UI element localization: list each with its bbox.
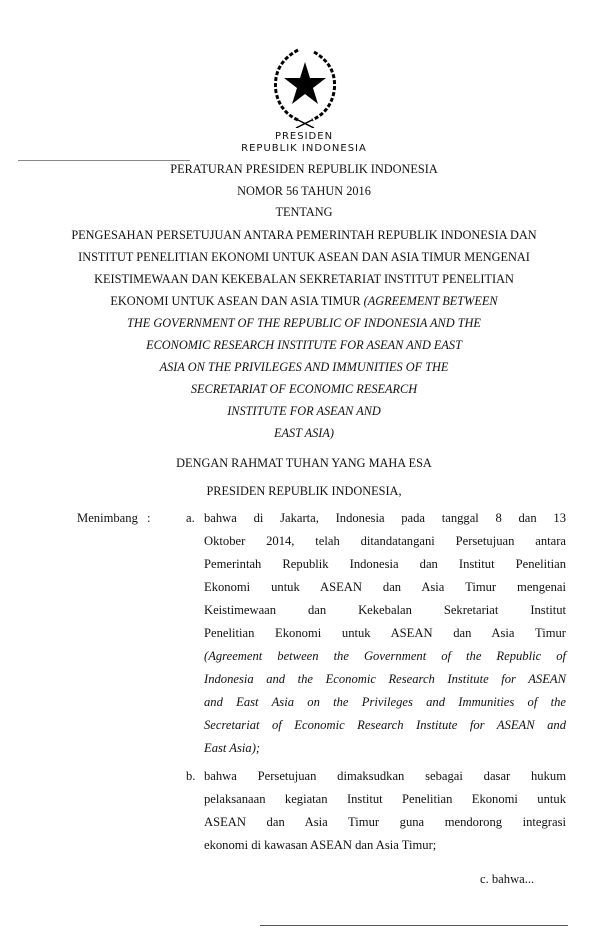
letterhead-presiden: PRESIDEN [274, 131, 334, 142]
title-line-text: EKONOMI UNTUK ASEAN DAN ASIA TIMUR [110, 294, 364, 308]
president-line: PRESIDEN REPUBLIK INDONESIA, [206, 484, 402, 498]
title-line [0, 422, 608, 444]
regulation-about: TENTANG [275, 205, 333, 219]
footer-rule [260, 925, 568, 926]
header-rule [18, 160, 190, 161]
item-line: East Asia); [204, 741, 261, 755]
title-line [0, 268, 608, 290]
item-marker: b. [186, 769, 196, 783]
regulation-type: PERATURAN PRESIDEN REPUBLIK INDONESIA [170, 162, 438, 176]
title-line [0, 334, 608, 356]
title-line [0, 400, 608, 422]
item-line: pelaksanaan kegiatan Institut Penelitian Ekonomi untuk [204, 792, 566, 806]
title-line [0, 290, 608, 312]
item-line: bahwa di Jakarta, Indonesia pada tanggal 8 dan 13 [204, 511, 566, 525]
title-line [0, 312, 608, 334]
item-line: Oktober 2014, telah ditandatangani Persetujuan antara [204, 534, 566, 548]
title-line-text: INSTITUT PENELITIAN EKONOMI UNTUK ASEAN DAN ASIA TIMUR MENGENAI [78, 250, 530, 264]
regulation-number: NOMOR 56 TAHUN 2016 [237, 184, 371, 198]
item-line: bahwa Persetujuan dimaksudkan sebagai dasar hukum [204, 769, 566, 783]
title-line-text: ECONOMIC RESEARCH INSTITUTE FOR ASEAN AND EAST [146, 338, 462, 352]
item-line: Indonesia and the Economic Research Institute for ASEAN [204, 672, 566, 686]
letterhead-republik: REPUBLIK INDONESIA [241, 143, 367, 154]
title-line-text: INSTITUTE FOR ASEAN AND [227, 404, 381, 418]
continuation-text: c. bahwa... [480, 872, 535, 886]
invocation: DENGAN RAHMAT TUHAN YANG MAHA ESA [176, 456, 432, 470]
title-line-text: ASIA ON THE PRIVILEGES AND IMMUNITIES OF THE [159, 360, 449, 374]
item-line: (Agreement between the Government of the Republic of [204, 649, 566, 663]
item-line: and East Asia on the Privileges and Immunities of the [204, 695, 566, 709]
title-line-text: THE GOVERNMENT OF THE REPUBLIC OF INDONESIA AND THE [127, 316, 481, 330]
item-line: Keistimewaan dan Kekebalan Sekretariat Institut [204, 603, 566, 617]
title-line-italic: (AGREEMENT BETWEEN [363, 294, 498, 308]
title-line-text: PENGESAHAN PERSETUJUAN ANTARA PEMERINTAH REPUBLIK INDONESIA DAN [71, 228, 537, 242]
title-line-text: KEISTIMEWAAN DAN KEKEBALAN SEKRETARIAT INSTITUT PENELITIAN [94, 272, 514, 286]
title-line-text: EAST ASIA) [273, 426, 334, 440]
item-line: ekonomi di kawasan ASEAN dan Asia Timur; [204, 838, 437, 852]
title-line [0, 378, 608, 400]
title-line [0, 246, 608, 268]
item-line: Secretariat of Economic Research Institute for ASEAN and [204, 718, 566, 732]
item-line: Penelitian Ekonomi untuk ASEAN dan Asia Timur [204, 626, 566, 640]
considering-colon: : [147, 511, 151, 525]
considering-label: Menimbang [77, 511, 138, 525]
item-line: ASEAN dan Asia Timur guna mendorong integrasi [204, 815, 566, 829]
title-line [0, 356, 608, 378]
item-line: Ekonomi untuk ASEAN dan Asia Timur mengenai [204, 580, 566, 594]
title-line [0, 224, 608, 246]
title-line-text: SECRETARIAT OF ECONOMIC RESEARCH [190, 382, 418, 396]
regulation-title [0, 224, 608, 444]
garuda-emblem-icon [268, 44, 342, 128]
item-line: Pemerintah Republik Indonesia dan Institut Penelitian [204, 557, 566, 571]
item-marker: a. [186, 511, 195, 525]
